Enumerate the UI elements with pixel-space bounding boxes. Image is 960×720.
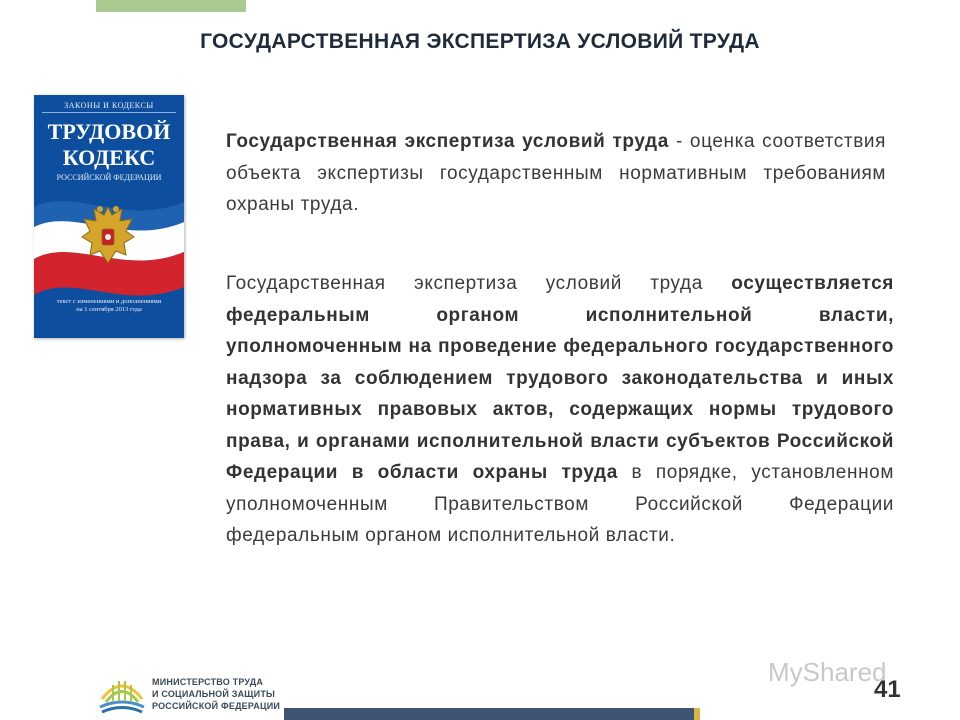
- book-divider: [42, 112, 176, 113]
- ministry-logo-icon: [98, 669, 146, 717]
- definition-paragraph: [226, 126, 886, 221]
- ministry-line2: И СОЦИАЛЬНОЙ ЗАЩИТЫ: [152, 689, 276, 699]
- definition-text: - оценка соответствия объекта экспертизы государственным нормативным требованиям охраны труда.: [226, 131, 887, 215]
- definition-term: Государственная экспертиза условий труда: [226, 131, 669, 152]
- book-title-line2: КОДЕКС: [62, 145, 156, 170]
- top-accent-bar: [96, 0, 246, 12]
- book-series: ЗАКОНЫ И КОДЕКСЫ: [64, 101, 154, 110]
- book-subtitle: РОССИЙСКОЙ ФЕДЕРАЦИИ: [56, 173, 162, 182]
- book-footnote-line1: текст с изменениями и дополнениями: [56, 298, 162, 305]
- coat-of-arms-icon: [78, 201, 138, 273]
- authority-lead: Государственная экспертиза условий труда: [226, 273, 732, 294]
- slide-title: ГОСУДАРСТВЕННАЯ ЭКСПЕРТИЗА УСЛОВИЙ ТРУДА: [200, 30, 760, 53]
- book-footnote-line2: на 1 сентября 2013 года: [76, 306, 142, 313]
- page-number: 41: [874, 676, 901, 703]
- labor-code-book-cover: [34, 95, 184, 338]
- bottom-bar-accent: [694, 708, 700, 720]
- book-footnote: [34, 298, 184, 314]
- ministry-line1: МИНИСТЕРСТВО ТРУДА: [152, 677, 264, 687]
- authority-paragraph: [226, 268, 894, 552]
- bottom-bar: [284, 708, 694, 720]
- watermark-text: MyShared: [768, 657, 887, 687]
- authority-tail: в порядке, установленном уполномоченным Правительством Российской Федерации федеральным органом исполнительной власти.: [226, 462, 894, 546]
- ministry-line3: РОССИЙСКОЙ ФЕДЕРАЦИИ: [152, 701, 281, 711]
- book-title-line1: ТРУДОВОЙ: [47, 119, 171, 144]
- authority-bold-text: осуществляется федеральным органом исполнительной власти, уполномоченным на проведение федерального государственного надзора за соблюдением трудового законодательства и иных нормативных правовых актов, содержащих нормы трудового права, и органами исполнительной власти субъектов Российской Федерации в области охраны труда: [226, 273, 894, 483]
- ministry-name: [152, 676, 280, 712]
